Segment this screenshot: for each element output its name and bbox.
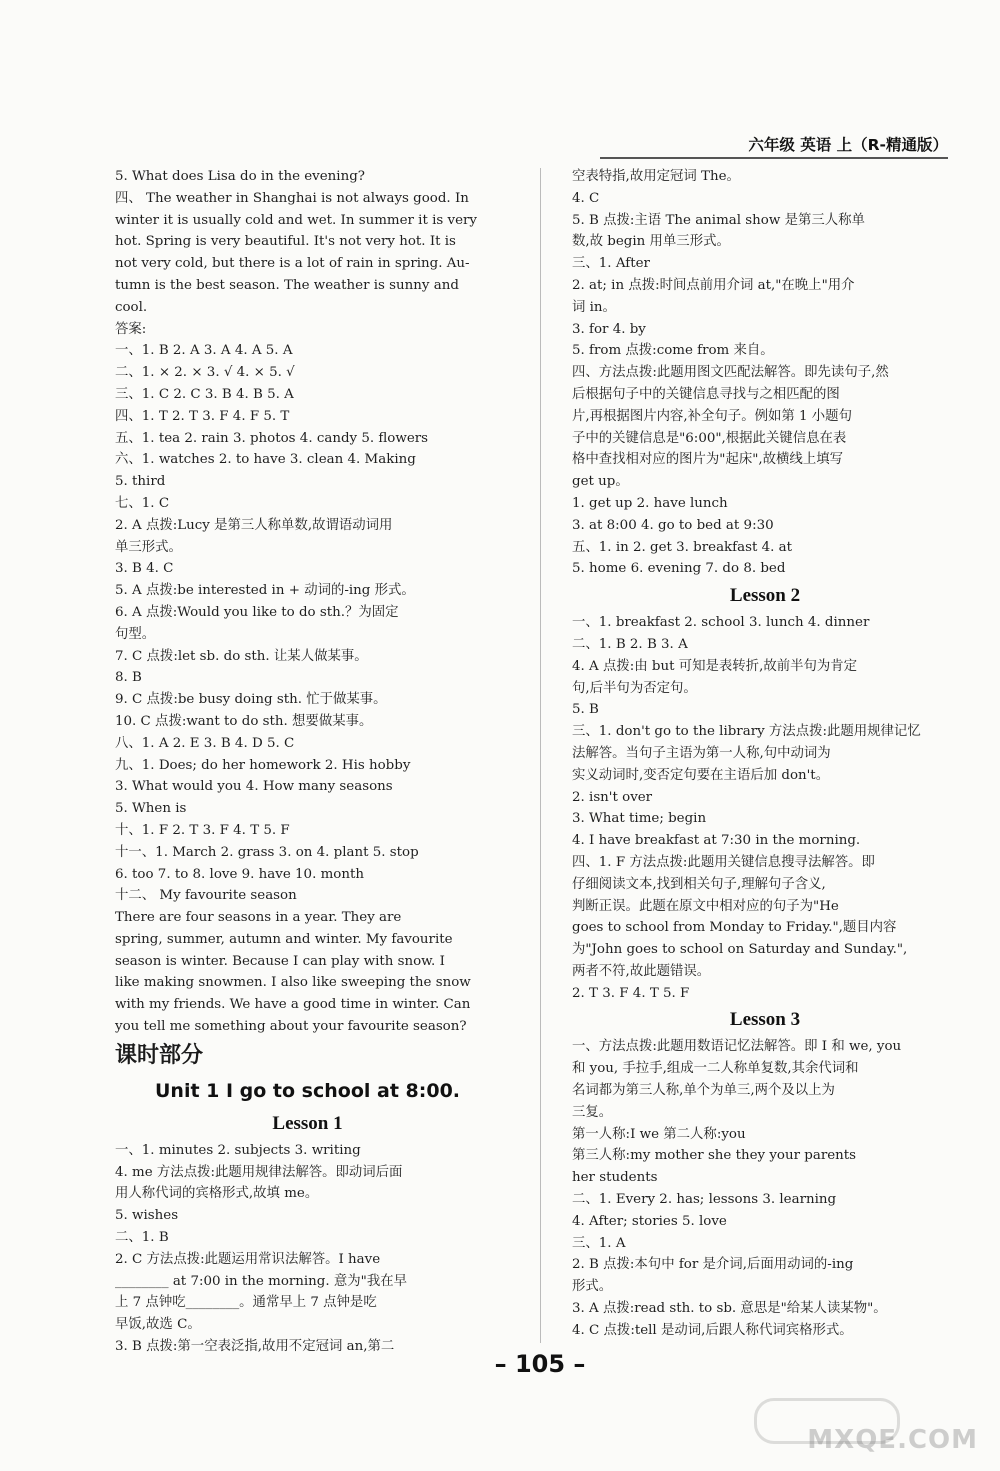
text-line: 五、1. tea 2. rain 3. photos 4. candy 5. flowers — [115, 430, 429, 446]
text-line: 句,后半句为否定句。 — [572, 680, 697, 696]
text-line: 子中的关键信息是"6:00",根据此关键信息在表 — [572, 430, 847, 446]
text-line: 6. A 点拨:Would you like to do sth.？为固定 — [115, 604, 399, 620]
text-line: 3. B 点拨:第一空表泛指,故用不定冠词 an,第二 — [115, 1339, 395, 1355]
text-line: 一、1. minutes 2. subjects 3. writing — [115, 1142, 361, 1158]
text-line: 仔细阅读文本,找到相关句子,理解句子含义, — [572, 876, 826, 892]
text-line: 六、1. watches 2. to have 3. clean 4. Making — [115, 452, 416, 468]
text-line: 3. B 4. C — [115, 561, 174, 577]
text-line: with my friends. We have a good time in winter. Can — [115, 997, 471, 1013]
text-line: 四、方法点拨:此题用图文匹配法解答。即先读句子,然 — [572, 365, 889, 381]
text-line: 8. B — [115, 670, 142, 686]
text-line: 后根据句子中的关键信息寻找与之相匹配的图 — [572, 386, 840, 402]
text-line: 单三形式。 — [115, 539, 182, 555]
text-line: 3. A 点拨:read sth. to sb. 意思是"给某人读某物"。 — [572, 1301, 887, 1317]
text-line: 2. T 3. F 4. T 5. F — [572, 985, 690, 1001]
text-line: 2. at; in 点拨:时间点前用介词 at,"在晚上"用介 — [572, 277, 855, 293]
text-line: spring, summer, autumn and winter. My favourite — [115, 931, 453, 947]
text-line: cool. — [115, 299, 148, 315]
text-line: 为"John goes to school on Saturday and Sunday.", — [572, 942, 908, 958]
text-line: goes to school from Monday to Friday.",题目内容 — [572, 920, 897, 936]
text-line: 2. isn't over — [572, 789, 653, 805]
lesson-1-answers — [115, 1140, 500, 1358]
text-line: 一、1. breakfast 2. school 3. lunch 4. dinner — [572, 615, 870, 631]
left-column — [115, 166, 500, 1358]
text-line: 3. What would you 4. How many seasons — [115, 779, 393, 795]
text-line: you tell me something about your favourite season? — [115, 1019, 467, 1035]
text-line: 数,故 begin 用单三形式。 — [572, 234, 730, 250]
text-line: 5. When is — [115, 801, 187, 817]
text-line: 一、1. B 2. A 3. A 4. A 5. A — [115, 343, 293, 359]
text-line: 二、1. B 2. B 3. A — [572, 636, 688, 652]
text-line: winter it is usually cold and wet. In summer it is very — [115, 212, 477, 228]
text-line: 九、1. Does; do her homework 2. His hobby — [115, 757, 411, 773]
text-line: 2. A 点拨:Lucy 是第三人称单数,故谓语动词用 — [115, 517, 393, 533]
text-line: 词 in。 — [572, 299, 616, 315]
text-line: 4. A 点拨:由 but 可知是表转折,故前半句为肯定 — [572, 658, 858, 674]
text-line: 三、1. C 2. C 3. B 4. B 5. A — [115, 386, 294, 402]
text-line: 3. What time; begin — [572, 811, 707, 827]
text-line: 三、1. don't go to the library 方法点拨:此题用规律记忆 — [572, 724, 921, 740]
column-divider — [540, 168, 541, 1343]
text-line: 2. B 点拨:本句中 for 是介词,后面用动词的-ing — [572, 1257, 854, 1273]
text-line: 第三人称:my mother she they your parents — [572, 1148, 857, 1164]
text-line: her students — [572, 1170, 658, 1186]
text-line: 答案: — [115, 321, 147, 337]
text-line: 二、1. Every 2. has; lessons 3. learning — [572, 1192, 837, 1208]
text-line: 9. C 点拨:be busy doing sth. 忙于做某事。 — [115, 692, 387, 708]
text-line: 片,再根据图片内容,补全句子。例如第 1 小题句 — [572, 408, 852, 424]
text-line: 7. C 点拨:let sb. do sth. 让某人做某事。 — [115, 648, 368, 664]
text-line: 一、方法点拨:此题用数语记忆法解答。即 I 和 we, you — [572, 1039, 902, 1055]
watermark: MXQE.COM — [807, 1425, 978, 1455]
text-line: 形式。 — [572, 1279, 613, 1295]
text-line: 第一人称:I we 第二人称:you — [572, 1126, 746, 1142]
text-line: 八、1. A 2. E 3. B 4. D 5. C — [115, 735, 295, 751]
text-line: 5. A 点拨:be interested in + 动词的-ing 形式。 — [115, 583, 415, 599]
section-heading: 课时部分 — [115, 1042, 204, 1068]
text-line: 5. B 点拨:主语 The animal show 是第三人称单 — [572, 212, 865, 228]
text-line: 三复。 — [572, 1104, 613, 1120]
text-line: 二、1. × 2. × 3. √ 4. × 5. √ — [115, 365, 295, 381]
text-line: 法解答。当句子主语为第一人称,句中动词为 — [572, 745, 831, 761]
lesson-3-title: Lesson 3 — [729, 1009, 801, 1031]
text-line: 四、1. F 方法点拨:此题用关键信息搜寻法解答。即 — [572, 854, 875, 870]
lesson-2-answers — [572, 612, 958, 1004]
right-text-block-a — [572, 166, 958, 580]
text-line: 用人称代词的宾格形式,故填 me。 — [115, 1186, 319, 1202]
text-line: 早饭,故选 C。 — [115, 1317, 201, 1333]
unit-title: Unit 1 I go to school at 8:00. — [154, 1079, 461, 1102]
lesson-1-title: Lesson 1 — [272, 1112, 343, 1134]
text-line: 七、1. C — [115, 495, 170, 511]
text-line: 二、1. B — [115, 1230, 169, 1246]
text-line: There are four seasons in a year. They are — [115, 910, 402, 926]
lesson-3-answers — [572, 1036, 958, 1341]
text-line: 十、1. F 2. T 3. F 4. T 5. F — [115, 822, 290, 838]
text-line: 4. C 点拨:tell 是动词,后跟人称代词宾格形式。 — [572, 1322, 853, 1338]
text-line: 5. wishes — [115, 1208, 179, 1224]
text-line: 实义动词时,变否定句要在主语后加 don't。 — [572, 767, 830, 783]
text-line: 3. at 8:00 4. go to bed at 9:30 — [572, 517, 774, 533]
text-line: 三、1. A — [572, 1235, 626, 1251]
text-line: 5. from 点拨:come from 来自。 — [572, 343, 774, 359]
text-line: 3. for 4. by — [572, 321, 646, 337]
text-line: 上 7 点钟吃________。通常早上 7 点钟是吃 — [115, 1295, 377, 1311]
text-line: 10. C 点拨:want to do sth. 想要做某事。 — [115, 713, 373, 729]
text-line: 十一、1. March 2. grass 3. on 4. plant 5. stop — [115, 844, 419, 860]
text-line: 四、 The weather in Shanghai is not always good. In — [115, 190, 469, 206]
header-rule — [600, 157, 948, 159]
text-line: not very cold, but there is a lot of rain in spring. Au- — [115, 256, 470, 272]
text-line: hot. Spring is very beautiful. It's not very hot. It is — [115, 234, 456, 250]
right-column — [572, 166, 958, 1342]
left-text-block — [115, 166, 500, 1038]
text-line: 格中查找相对应的图片为"起床",故横线上填写 — [572, 452, 843, 468]
text-line: 三、1. After — [572, 256, 650, 272]
text-line: 和 you, 手拉手,组成一二人称单复数,其余代词和 — [572, 1061, 859, 1077]
text-line: 5. B — [572, 702, 599, 718]
text-line: 空表特指,故用定冠词 The。 — [572, 169, 740, 184]
text-line: 五、1. in 2. get 3. breakfast 4. at — [572, 539, 793, 555]
text-line: 四、1. T 2. T 3. F 4. F 5. T — [115, 408, 290, 424]
page-number: – 105 – — [494, 1350, 586, 1378]
text-line: 十二、 My favourite season — [115, 888, 297, 904]
text-line: 4. me 方法点拨:此题用规律法解答。即动词后面 — [115, 1164, 403, 1180]
text-line: 1. get up 2. have lunch — [572, 495, 728, 511]
text-line: 2. C 方法点拨:此题运用常识法解答。I have — [115, 1251, 381, 1267]
text-line: 判断正误。此题在原文中相对应的句子为"He — [572, 898, 839, 914]
text-line: 5. home 6. evening 7. do 8. bed — [572, 561, 786, 577]
lesson-2-title: Lesson 2 — [729, 585, 801, 607]
text-line: 句型。 — [115, 626, 156, 642]
text-line: 两者不符,故此题错误。 — [572, 963, 711, 979]
text-line: get up。 — [572, 474, 629, 490]
text-line: tumn is the best season. The weather is sunny and — [115, 277, 459, 293]
text-line: 5. third — [115, 474, 166, 490]
text-line: 4. C — [572, 190, 600, 206]
text-line: 4. After; stories 5. love — [572, 1213, 727, 1229]
text-line: ________ at 7:00 in the morning. 意为"我在早 — [115, 1273, 408, 1289]
text-line: 名词都为第三人称,单个为单三,两个及以上为 — [572, 1083, 835, 1099]
text-line: 4. I have breakfast at 7:30 in the morning. — [572, 833, 861, 849]
text-line: 6. too 7. to 8. love 9. have 10. month — [115, 866, 364, 882]
text-line: season is winter. Because I can play with snow. I — [115, 953, 445, 969]
page-header: 六年级 英语 上（R-精通版） — [748, 136, 948, 154]
text-line: like making snowmen. I also like sweeping the snow — [115, 975, 471, 991]
text-line: 5. What does Lisa do in the evening? — [115, 169, 365, 184]
